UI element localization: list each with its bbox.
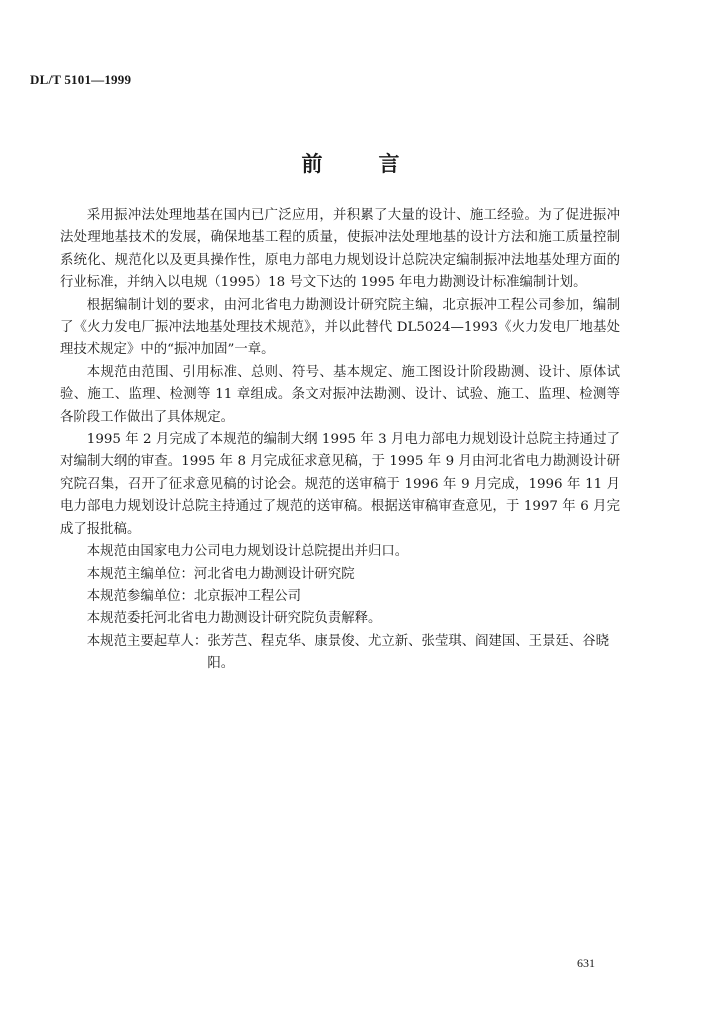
page-number: 631 (577, 956, 595, 970)
paragraph-background: 采用振冲法处理地基在国内已广泛应用，并积累了大量的设计、施工经验。为了促进振冲法处理地基技术的发展，确保地基工程的质量，使振冲法处理地基的设计方法和施工质量控制系统化、规范化以及更具操作性，原电力部电力规划设计总院决定编制振冲法地基处理方面的行业标准，并纳入以电规（1995）18 号文下达的 1995 年电力勘测设计标准编制计划。 (60, 208, 620, 291)
chief-editor-line: 本规范主编单位：河北省电力勘测设计研究院 (86, 566, 355, 582)
paragraph-history: 1995 年 2 月完成了本规范的编制大纲 1995 年 3 月电力部电力规划设计总院主持通过了对编制大纲的审查。1995 年 8 月完成征求意见稿，于 1995 年 9 月由河北省电力勘测设计研究院召集，召开了征求意见稿的讨论会。规范的送审稿于 1996 年 9 月完成，1996 年 11 月电力部电力规划设计总院主持通过了规范的送审稿。根据送审稿审查意见，于 1997 年 6 月完成了报批稿。 (60, 432, 620, 537)
document-code: DL/T 5101—1999 (30, 72, 132, 87)
drafters-names: 张芳芑、程克华、康景俊、尤立新、张莹琪、阎建国、王景廷、谷晓阳。 (207, 633, 610, 672)
body-text (60, 205, 620, 676)
paragraph-contents: 本规范由范围、引用标准、总则、符号、基本规定、施工图设计阶段勘测、设计、原体试验、施工、监理、检测等 11 章组成。条文对振冲法勘测、设计、试验、施工、监理、检测等各阶段工作做出了具体规定。 (60, 364, 620, 425)
drafters-line (60, 631, 620, 676)
participant-line: 本规范参编单位：北京振冲工程公司 (86, 588, 302, 604)
page-title: 前言 (301, 152, 456, 176)
drafters-label: 本规范主要起草人： (86, 633, 208, 649)
paragraph-compilation: 根据编制计划的要求，由河北省电力勘测设计研究院主编，北京振冲工程公司参加，编制了《火力发电厂振冲法地基处理技术规范》，并以此替代 DL5024—1993《火力发电厂地基处理技术规定》中的“振冲加固”一章。 (60, 297, 620, 358)
interpreter-line: 本规范委托河北省电力勘测设计研究院负责解释。 (86, 611, 382, 627)
proposer-line: 本规范由国家电力公司电力规划设计总院提出并归口。 (86, 544, 409, 560)
